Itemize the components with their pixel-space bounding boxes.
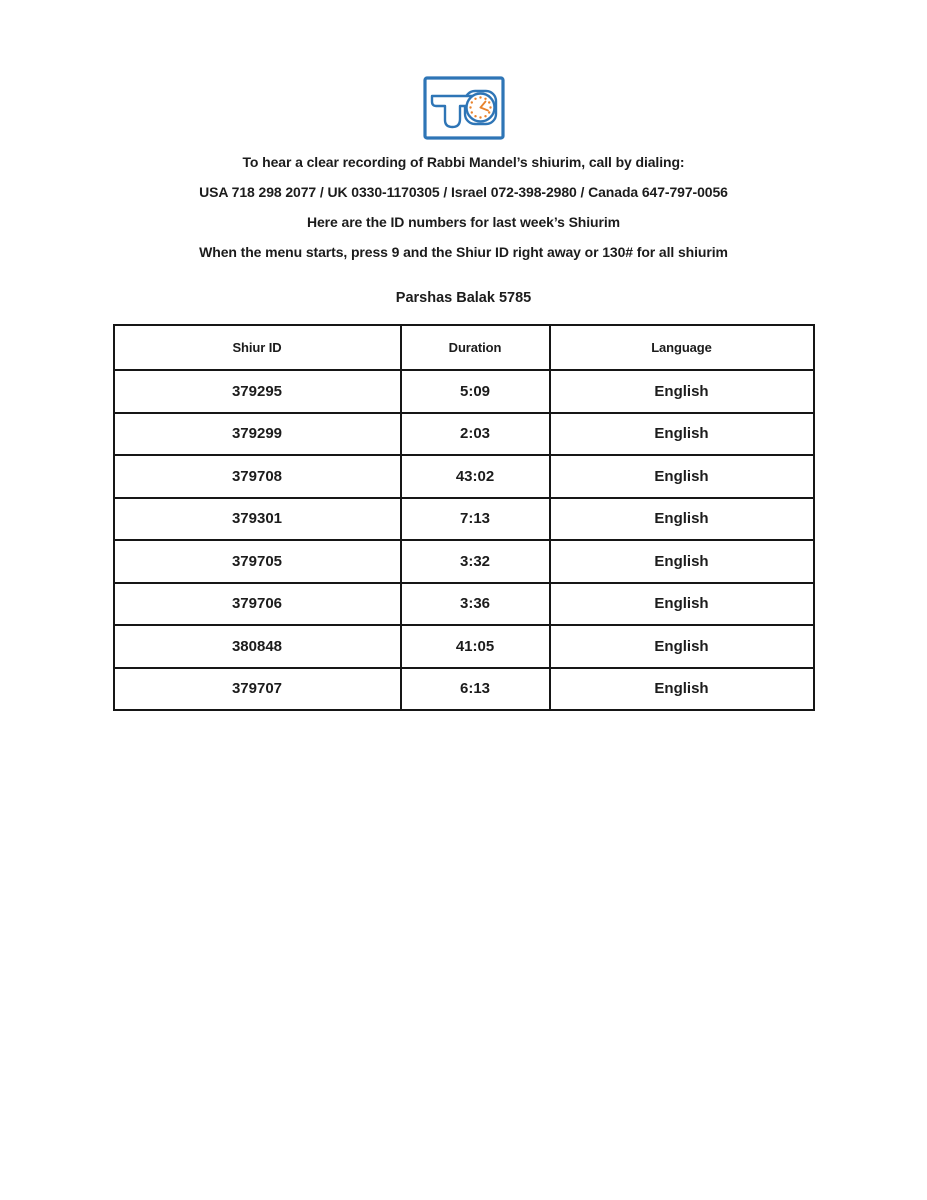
- table-row: [114, 455, 814, 498]
- cell-language: English: [550, 413, 814, 456]
- cell-language: English: [550, 370, 814, 413]
- cell-shiur-id: 380848: [114, 625, 401, 668]
- table-row: [114, 583, 814, 626]
- cell-shiur-id: 379705: [114, 540, 401, 583]
- torahanytime-logo: [423, 76, 505, 140]
- logo-container: [0, 0, 927, 140]
- cell-language: English: [550, 540, 814, 583]
- cell-language: English: [550, 583, 814, 626]
- cell-duration: 3:32: [401, 540, 550, 583]
- shiurim-table: [113, 324, 815, 711]
- cell-shiur-id: 379708: [114, 455, 401, 498]
- cell-shiur-id: 379706: [114, 583, 401, 626]
- column-header-shiur-id: Shiur ID: [114, 325, 401, 370]
- cell-duration: 41:05: [401, 625, 550, 668]
- table-row: [114, 540, 814, 583]
- column-header-duration: Duration: [401, 325, 550, 370]
- table-header-row: [114, 325, 814, 370]
- cell-language: English: [550, 625, 814, 668]
- intro-line-dialing: To hear a clear recording of Rabbi Mandel’s shiurim, call by dialing:: [242, 154, 685, 170]
- table-row: [114, 370, 814, 413]
- cell-shiur-id: 379299: [114, 413, 401, 456]
- cell-duration: 5:09: [401, 370, 550, 413]
- table-row: [114, 668, 814, 711]
- cell-language: English: [550, 668, 814, 711]
- cell-duration: 6:13: [401, 668, 550, 711]
- cell-language: English: [550, 498, 814, 541]
- intro-line-phone-numbers: USA 718 298 2077 / UK 0330-1170305 / Israel 072-398-2980 / Canada 647-797-0056: [199, 184, 728, 200]
- cell-duration: 43:02: [401, 455, 550, 498]
- column-header-language: Language: [550, 325, 814, 370]
- cell-shiur-id: 379295: [114, 370, 401, 413]
- table-row: [114, 498, 814, 541]
- table-row: [114, 413, 814, 456]
- intro-line-id-numbers: Here are the ID numbers for last week’s Shiurim: [306, 214, 620, 230]
- cell-shiur-id: 379707: [114, 668, 401, 711]
- section-title: Parshas Balak 5785: [395, 290, 532, 306]
- table-row: [114, 625, 814, 668]
- cell-duration: 3:36: [401, 583, 550, 626]
- intro-line-menu-instructions: When the menu starts, press 9 and the Shiur ID right away or 130# for all shiurim: [199, 244, 728, 260]
- cell-shiur-id: 379301: [114, 498, 401, 541]
- cell-duration: 7:13: [401, 498, 550, 541]
- cell-language: English: [550, 455, 814, 498]
- cell-duration: 2:03: [401, 413, 550, 456]
